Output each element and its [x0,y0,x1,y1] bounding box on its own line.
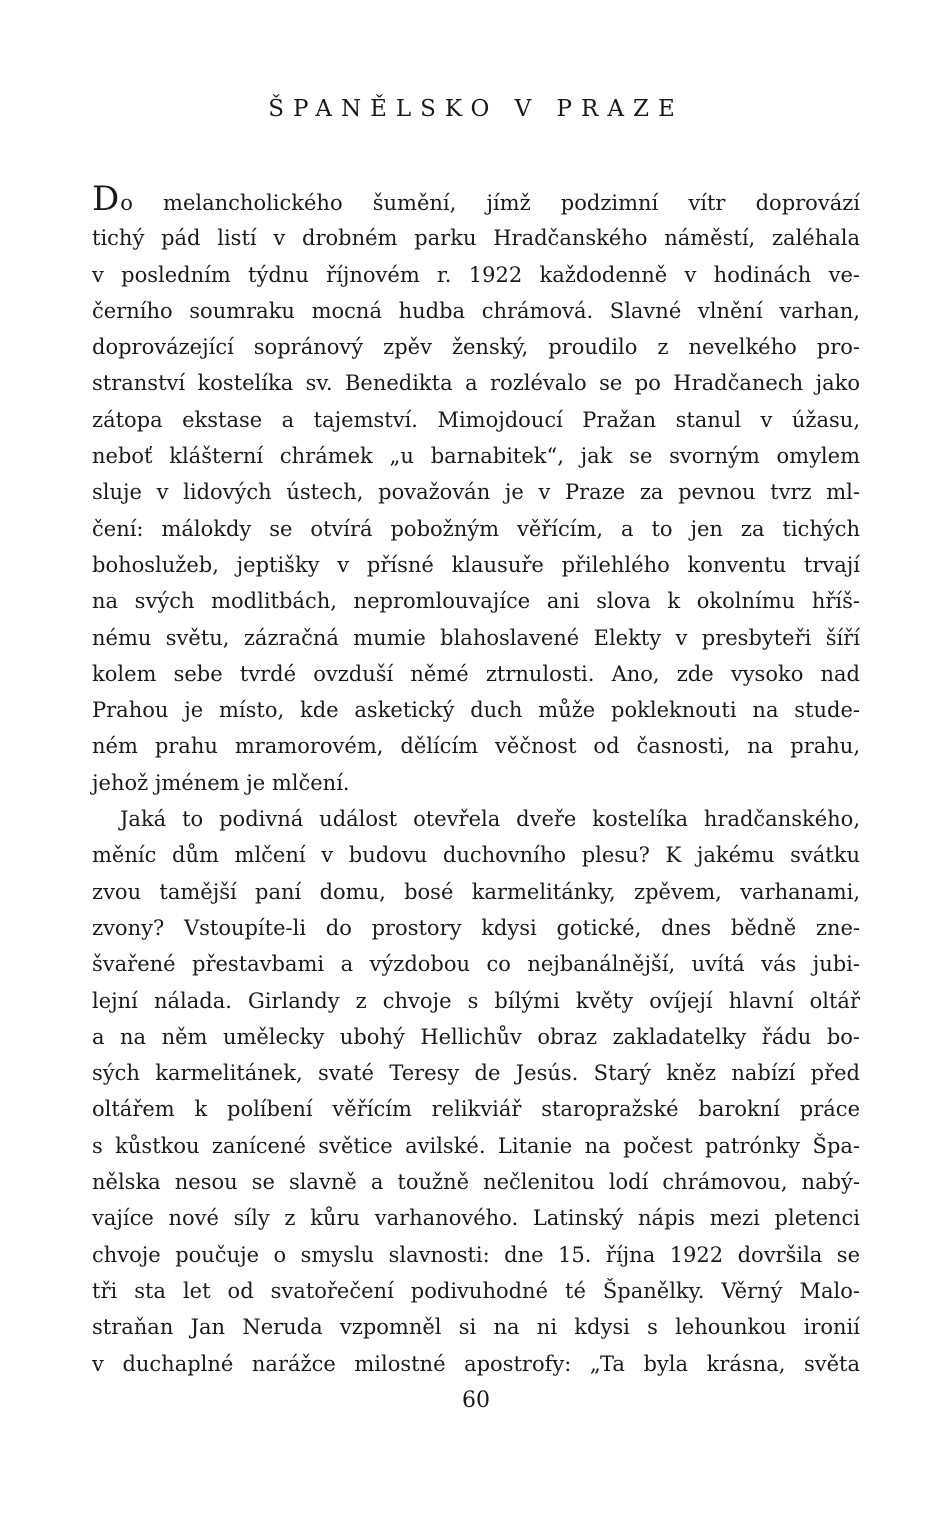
text-line: nému světu, zázračná mumie blahoslavené Elekty v presbyteři šíří [92,625,860,650]
drop-cap: D [92,179,120,219]
text-line: ném prahu mramorovém, dělícím věčnost od časnosti, na prahu, [92,734,860,759]
text-line: kolem sebe tvrdé ovzduší němé ztrnulosti. Ano, zde vysoko nad [92,661,860,686]
text-line: zvony? Vstoupíte-li do prostory kdysi gotické, dnes bědně zne- [92,915,860,940]
text-line: tichý pád listí v drobném parku Hradčanského náměstí, zaléhala [92,226,860,251]
body-text [92,179,860,1382]
text-line: stranství kostelíka sv. Benedikta a rozlévalo se po Hradčanech jako [92,371,860,396]
text-line: oltářem k políbení věřícím relikviář staropražské barokní práce [92,1097,860,1122]
text-line: švařené přestavbami a výzdobou co nejbanálnější, uvítá vás jubi- [92,952,860,977]
text-line: lejní nálada. Girlandy z chvoje s bílými květy ovíjejí hlavní oltář [92,988,860,1013]
text-line: doprovázející sopránový zpěv ženský, proudilo z nevelkého pro- [92,335,860,360]
text-line: neboť klášterní chrámek „u barnabitek“, jak se svorným omylem [92,444,860,469]
text-line: Prahou je místo, kde asketický duch může pokleknouti na stude- [92,698,860,723]
text-line: v duchaplné narážce milostné apostrofy: „Ta byla krásna, světa [92,1351,860,1376]
text-line: sých karmelitánek, svaté Teresy de Jesús. Starý kněz nabízí před [92,1061,860,1086]
text-line: měníc dům mlčení v budovu duchovního plesu? K jakému svátku [92,843,860,868]
text-line: černího soumraku mocná hudba chrámová. Slavné vlnění varhan, [92,298,860,323]
text-line: a na něm umělecky ubohý Hellichův obraz zakladatelky řádu bo- [92,1024,860,1049]
text-line: jehož jménem je mlčení. [92,770,350,795]
text-line: nělska nesou se slavně a toužně nečlenitou lodí chrámovou, nabý- [92,1170,860,1195]
text-line: zátopa ekstase a tajemství. Mimojdoucí Pražan stanul v úžasu, [92,407,860,432]
text-line: v posledním týdnu říjnovém r. 1922 každodenně v hodinách ve- [92,262,860,287]
text-line: s kůstkou zanícené světice avilské. Litanie na počest patrónky Špa- [92,1133,860,1158]
page-number: 60 [462,1388,490,1413]
text-line-content: o melancholického šumění, jímž podzimní vítr doprovází [120,191,860,215]
text-line: straňan Jan Neruda vzpomněl si na ni kdysi s lehounkou ironií [92,1315,860,1340]
text-line: zvou tamější paní domu, bosé karmelitánky, zpěvem, varhanami, [92,879,860,904]
text-line: na svých modlitbách, nepromlouvajíce ani slova k okolnímu hříš- [92,589,860,614]
text-line: čení: málokdy se otvírá pobožným věřícím, a to jen za tichých [92,516,860,541]
text-line: tři sta let od svatořečení podivuhodné té Španělky. Věrný Malo- [92,1278,860,1303]
text-line: Jaká to podivná událost otevřela dveře kostelíka hradčanského, [120,807,860,832]
chapter-title: ŠPANĚLSKO V PRAZE [268,96,684,122]
text-line: chvoje poučuje o smyslu slavnosti: dne 15. října 1922 dovršila se [92,1242,860,1267]
text-line: sluje v lidových ústech, považován je v Praze za pevnou tvrz ml- [92,480,860,505]
text-line [92,179,860,220]
text-line: vajíce nové síly z kůru varhanového. Latinský nápis mezi pletenci [92,1206,860,1231]
text-line: bohoslužeb, jeptišky v přísné klausuře přilehlého konventu trvají [92,552,860,577]
